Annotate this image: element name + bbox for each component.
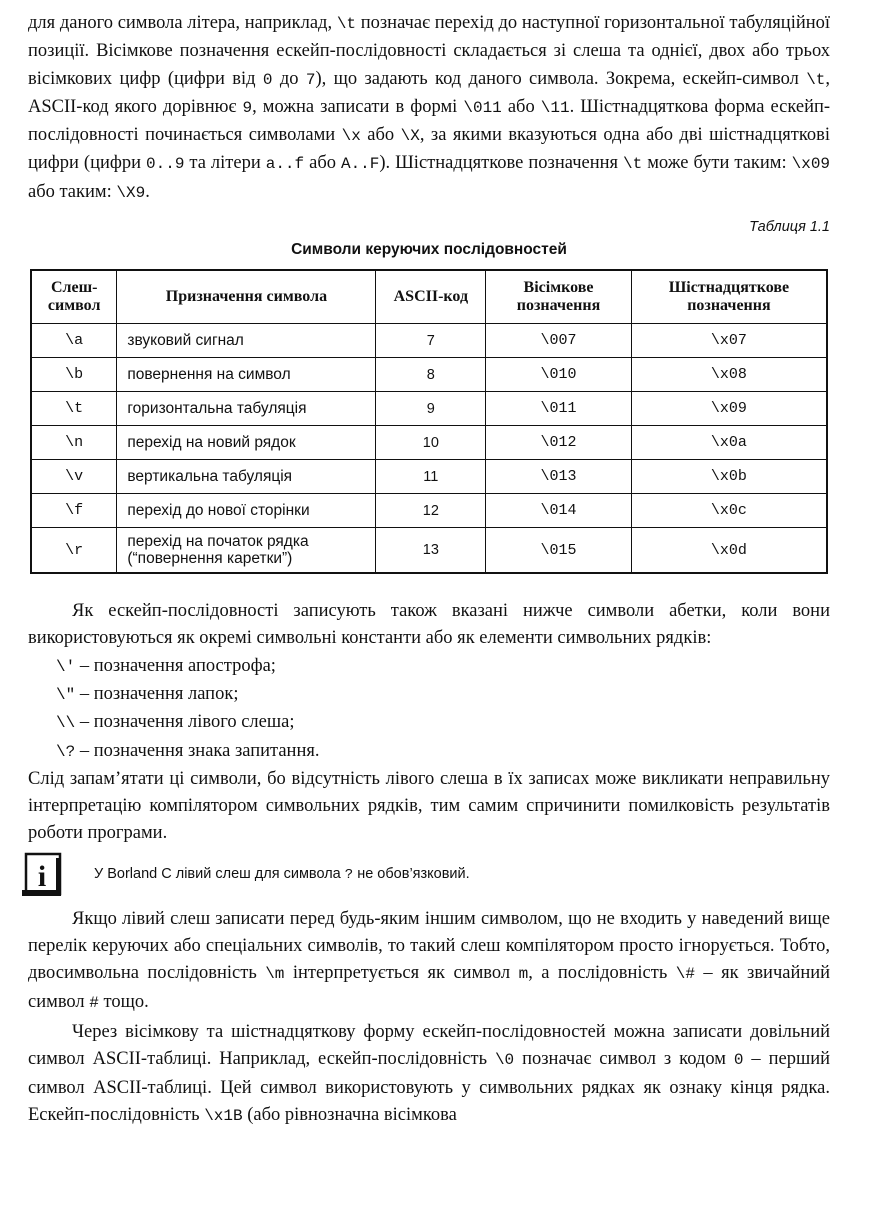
table-row: [31, 324, 827, 358]
table-row: [31, 358, 827, 392]
cell-symbol: \v: [31, 460, 117, 494]
cell-octal: \011: [486, 392, 632, 426]
document-page: [28, 10, 830, 1130]
cell-octal: \014: [486, 494, 632, 528]
code: ?: [344, 866, 354, 883]
table-row: [31, 528, 827, 574]
text: та літери: [189, 153, 261, 174]
text: або таким:: [28, 181, 112, 202]
escape-list: [56, 653, 830, 766]
table-row: [31, 460, 827, 494]
text: ). Шістнадцяткове позначення: [379, 153, 619, 174]
code: \?: [56, 742, 76, 761]
text: Якщо лівий слеш записати перед будь-яким іншим символом, що не входить у наведений вище перелік керуючих або спеціальних символів, то такий слеш компілятором просто ігнорується. Тобто, двосимвольна послідовність: [28, 908, 830, 984]
code: 0: [262, 70, 273, 89]
text: Через вісімкову та шістнадцяткову форму ескейп-послідовностей можна записати довільний символ ASCII-таблиці. Наприклад, ескейп-послідовність: [28, 1021, 830, 1070]
text: . Шістнадцяткова форма ескейп-послідовності починається символами: [28, 96, 831, 146]
paragraph-escape-letters: Як ескейп-послідовності записують також вказані нижче символи абетки, коли вони використовуються як окремі символьні константи або як елементи символьних рядків:: [28, 601, 830, 649]
cell-hex: \x0c: [631, 494, 827, 528]
code: \t: [806, 70, 826, 89]
cell-description: звуковий сигнал: [117, 324, 376, 358]
cell-ascii-code: 13: [376, 528, 486, 574]
cell-hex: \x0a: [631, 426, 827, 460]
code: \': [56, 657, 76, 676]
text: тощо.: [103, 991, 149, 1012]
code: \X: [400, 127, 420, 146]
text: – як звичайний символ: [28, 963, 831, 1012]
code: \\: [56, 714, 76, 733]
text: (або рівнозначна вісімкова: [247, 1104, 457, 1125]
cell-description: повернення на символ: [117, 358, 376, 392]
code: \0: [494, 1051, 515, 1070]
cell-symbol: \t: [31, 392, 117, 426]
cell-ascii-code: 12: [376, 494, 486, 528]
cell-hex: \x08: [631, 358, 827, 392]
table-row: [31, 426, 827, 460]
table-number: Таблиця 1.1: [749, 219, 830, 236]
text: – позначення лапок;: [79, 683, 239, 704]
text: або: [367, 125, 395, 146]
info-icon: [20, 852, 64, 900]
text: , а послідовність: [528, 963, 668, 984]
text: інтерпретується як символ: [292, 963, 511, 984]
text: позначає символ з кодом: [522, 1049, 726, 1070]
cell-ascii-code: 11: [376, 460, 486, 494]
cell-octal: \013: [486, 460, 632, 494]
cell-symbol: \b: [31, 358, 117, 392]
cell-ascii-code: 8: [376, 358, 486, 392]
code: m: [518, 965, 529, 984]
code: \x: [341, 127, 361, 146]
code: 0..9: [146, 155, 185, 174]
code: \t: [336, 15, 357, 33]
code: \x09: [791, 155, 831, 174]
header-purpose: Призначення символа: [117, 270, 376, 324]
code: a..f: [265, 155, 305, 174]
text: – позначення апострофа;: [79, 655, 276, 676]
paragraph-remember: Слід запам’ятати ці символи, бо відсутність лівого слеша в їх записах може викликати неправильну інтерпретацію компілятором символьних рядків, тим самим спричинити помилковість результатів роботи програми.: [28, 768, 830, 844]
table-row: [31, 494, 827, 528]
header-ascii-code: ASCII-код: [376, 270, 486, 324]
cell-ascii-code: 7: [376, 324, 486, 358]
text: або: [309, 153, 336, 174]
list-item: [56, 653, 830, 681]
code: \X9: [116, 183, 146, 202]
table-header-row: [31, 270, 827, 324]
code: \#: [675, 965, 695, 984]
cell-symbol: \a: [31, 324, 117, 358]
code: \": [56, 685, 76, 704]
intro-paragraph: [28, 10, 830, 207]
cell-description: перехід на новий рядок: [117, 426, 376, 460]
paragraph-octal-hex: [28, 1019, 830, 1130]
cell-octal: \010: [486, 358, 632, 392]
cell-description: вертикальна табуляція: [117, 460, 376, 494]
code: \11: [540, 98, 570, 117]
escape-table: [30, 269, 828, 574]
paragraph-ignored-slash: [28, 906, 830, 1017]
code: A..F: [340, 155, 380, 174]
text: – позначення знака запитання.: [79, 740, 320, 761]
text: до: [279, 68, 299, 89]
code: 7: [305, 70, 316, 89]
list-item: [56, 681, 830, 709]
header-hex: Шістнадцяткове позначення: [631, 270, 827, 324]
code: \t: [623, 155, 643, 174]
cell-ascii-code: 10: [376, 426, 486, 460]
cell-hex: \x09: [631, 392, 827, 426]
list-item: [56, 709, 830, 737]
text: , можна записати в формі: [252, 96, 458, 117]
cell-description: перехід до нової сторінки: [117, 494, 376, 528]
cell-hex: \x07: [631, 324, 827, 358]
text: – перший символ ASCII-таблиці. Цей символ використовують у символьних рядках як ознаку кінця рядка. Ескейп-послідовність: [28, 1049, 831, 1125]
text: У Borland C лівий слеш для символа: [94, 865, 341, 882]
note-text: [94, 866, 470, 883]
text: для даного символа літера, наприклад,: [28, 13, 333, 33]
text: .: [145, 181, 150, 202]
info-note: [28, 852, 830, 906]
header-octal: Вісімкове позначення: [486, 270, 632, 324]
code: \011: [463, 98, 502, 117]
header-slash-symbol: Слеш-символ: [31, 270, 117, 324]
text: позначає перехід до наступної горизонтальної табуляційної позиції. Вісімкове позначення ескейп-послідовності складається зі слеша та однієї, двох або трьох вісімкових цифр (цифри від: [28, 13, 831, 89]
cell-description: перехід на початок рядка (“повернення каретки”): [117, 528, 376, 574]
cell-symbol: \f: [31, 494, 117, 528]
table-title: Символи керуючих послідовностей: [291, 241, 567, 259]
cell-octal: \007: [486, 324, 632, 358]
cell-symbol: \r: [31, 528, 117, 574]
text: ), що задають код даного символа. Зокрема, ескейп-символ: [315, 68, 799, 89]
cell-hex: \x0b: [631, 460, 827, 494]
code: #: [89, 993, 99, 1012]
cell-ascii-code: 9: [376, 392, 486, 426]
cell-hex: \x0d: [631, 528, 827, 574]
text: , ASCII-код якого дорівнює: [28, 68, 831, 117]
code: \x1B: [204, 1106, 243, 1125]
code: 0: [733, 1051, 744, 1070]
cell-octal: \015: [486, 528, 632, 574]
text: , за якими вказуються одна або дві шістнадцяткові цифри (цифри: [28, 125, 831, 174]
cell-description: горизонтальна табуляція: [117, 392, 376, 426]
text: – позначення лівого слеша;: [79, 712, 295, 733]
code: \m: [265, 965, 285, 984]
list-item: [56, 738, 830, 766]
info-icon-letter: i: [37, 859, 47, 893]
text: може бути таким:: [647, 153, 787, 174]
cell-symbol: \n: [31, 426, 117, 460]
cell-octal: \012: [486, 426, 632, 460]
text: не обов’язковий.: [357, 865, 470, 882]
table-row: [31, 392, 827, 426]
text: або: [507, 96, 535, 117]
code: 9: [242, 98, 253, 117]
